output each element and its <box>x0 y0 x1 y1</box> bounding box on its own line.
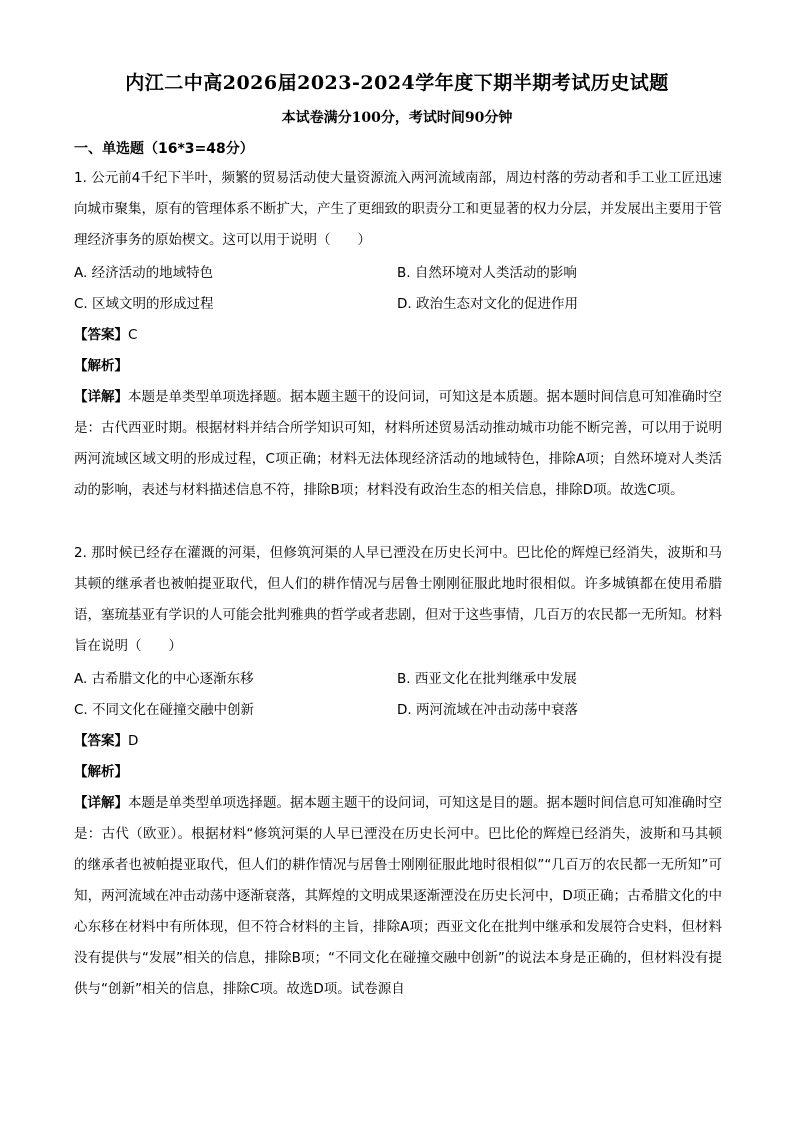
question-2-analysis <box>74 757 128 788</box>
section-heading: 一、单选题（16*3=48分） <box>74 141 254 157</box>
question-1-options-row-1 <box>74 258 722 289</box>
question-2-option-c: C. 不同文化在碰撞交融中创新 <box>74 702 255 718</box>
question-2-detail <box>74 788 722 1005</box>
analysis-label: 【解析】 <box>74 764 128 780</box>
question-1-options-row-2 <box>74 289 722 320</box>
question-2-options-row-2 <box>74 695 722 726</box>
detail-label: 【详解】 <box>74 795 128 811</box>
question-1-analysis <box>74 351 128 382</box>
detail-text: 本题是单类型单项选择题。据本题主题干的设问词，可知这是本质题。据本题时间信息可知准确时空是：古代西亚时期。根据材料并结合所学知识可知，材料所述贸易活动推动城市功能不断完善，可以用于说明两河流域区域文明的形成过程，C项正确；材料无法体现经济活动的地域特色，排除A项；自然环境对人类活动的影响，表述与材料描述信息不符，排除B项；材料没有政治生态的相关信息，排除D项。故选C项。 <box>74 389 722 498</box>
question-2-option-d: D. 两河流域在冲击动荡中衰落 <box>397 702 578 718</box>
answer-label: 【答案】 <box>74 733 128 749</box>
question-2-option-b: B. 西亚文化在批判继承中发展 <box>397 671 577 687</box>
question-2-options-row-1 <box>74 664 722 695</box>
analysis-label: 【解析】 <box>74 358 128 374</box>
question-2-stem: 2. 那时候已经存在灌溉的河渠，但修筑河渠的人早已湮没在历史长河中。巴比伦的辉煌已经消失，波斯和马其顿的继承者也被帕提亚取代，但人们的耕作情况与居鲁士刚刚征服此地时很相似。许多城镇都在使用希腊语，塞琉基亚有学识的人可能会批判雅典的哲学或者悲剧，但对于这些事情，几百万的农民都一无所知。材料旨在说明（ ） <box>74 545 722 654</box>
question-1-option-b: B. 自然环境对人类活动的影响 <box>397 265 577 281</box>
question-1-stem: 1. 公元前4千纪下半叶，频繁的贸易活动使大量资源流入两河流域南部，周边村落的劳动者和手工业工匠迅速向城市聚集，原有的管理体系不断扩大，产生了更细致的职责分工和更显著的权力分层，并发展出主要用于管理经济事务的原始楔文。这可以用于说明（ ） <box>74 170 722 248</box>
detail-label: 【详解】 <box>74 389 128 405</box>
question-1-option-c: C. 区域文明的形成过程 <box>74 296 214 312</box>
question-1-option-a: A. 经济活动的地域特色 <box>74 265 214 281</box>
question-1-answer <box>74 320 137 351</box>
question-1-option-d: D. 政治生态对文化的促进作用 <box>397 296 578 312</box>
question-1-detail <box>74 382 722 506</box>
page-title: 内江二中高2026届2023-2024学年度下期半期考试历史试题 <box>125 72 669 94</box>
answer-label: 【答案】 <box>74 327 128 343</box>
exam-info-subtitle: 本试卷满分100分，考试时间90分钟 <box>281 110 513 126</box>
detail-text: 本题是单类型单项选择题。据本题主题干的设问词，可知这是目的题。据本题时间信息可知准确时空是：古代（欧亚）。根据材料“修筑河渠的人早已湮没在历史长河中。巴比伦的辉煌已经消失，波斯和马其顿的继承者也被帕提亚取代，但人们的耕作情况与居鲁士刚刚征服此地时很相似”“几百万的农民都一无所知”可知，两河流域在冲击动荡中逐渐衰落，其辉煌的文明成果逐渐湮没在历史长河中，D项正确；古希腊文化的中心东移在材料中有所体现，但不符合材料的主旨，排除A项；西亚文化在批判中继承和发展符合史料，但材料没有提供与“发展”相关的信息，排除B项；“不同文化在碰撞交融中创新”的说法本身是正确的，但材料没有提供与“创新”相关的信息，排除C项。故选D项。试卷源自 <box>74 795 722 997</box>
question-2-answer <box>74 726 138 757</box>
question-2-option-a: A. 古希腊文化的中心逐渐东移 <box>74 671 254 687</box>
answer-value: D <box>128 733 139 749</box>
answer-value: C <box>128 327 138 343</box>
